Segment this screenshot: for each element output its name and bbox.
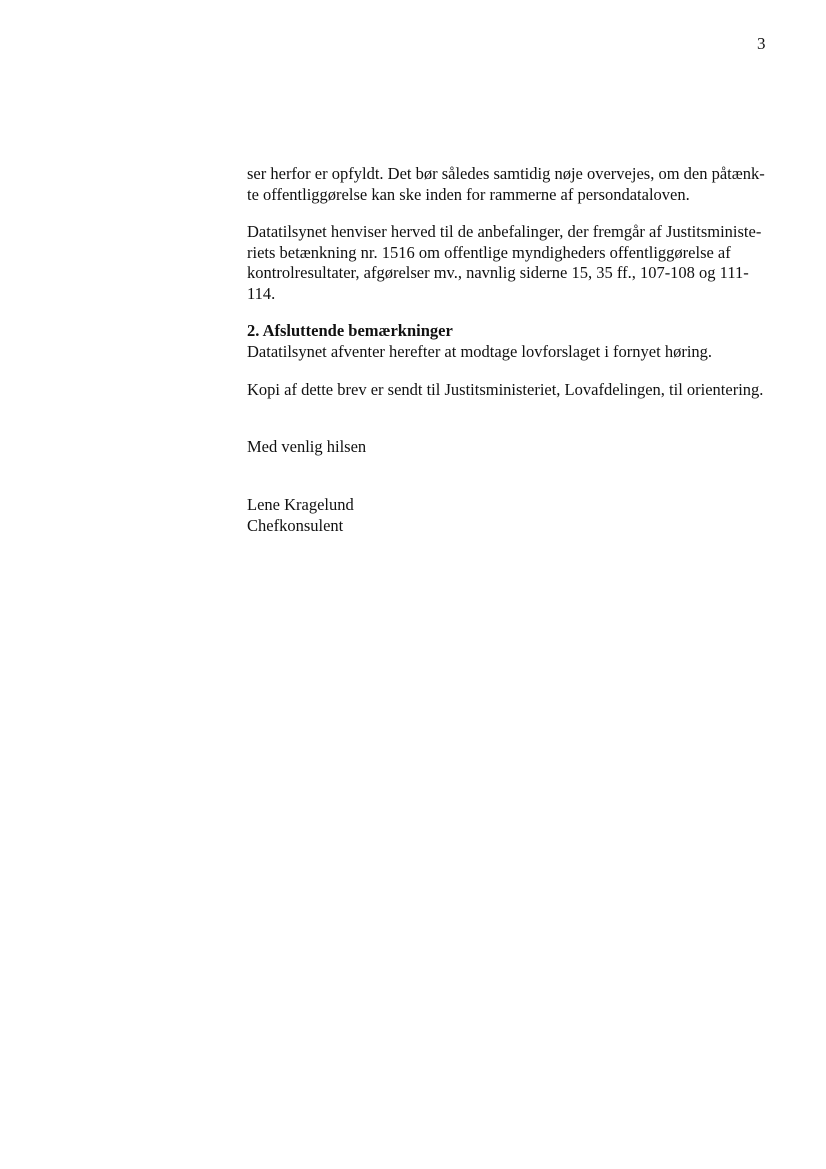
paragraph-line: kontrolresultater, afgørelser mv., navnlig siderne 15, 35 ff., 107-108 og 111- <box>247 263 749 282</box>
closing-text: Med venlig hilsen <box>247 437 367 456</box>
paragraph-purpose-evaluation <box>247 164 787 205</box>
paragraph-line: riets betænkning nr. 1516 om offentlige myndigheders offentliggørelse af <box>247 242 731 262</box>
signatory-title: Chefkonsulent <box>247 515 344 535</box>
paragraph-line: te offentliggørelse kan ske inden for rammerne af persondataloven. <box>247 184 690 204</box>
paragraph-recommendations <box>247 222 787 304</box>
page-number: 3 <box>757 34 766 53</box>
paragraph-line: Datatilsynet henviser herved til de anbefalinger, der fremgår af Justitsministe- <box>247 222 762 241</box>
copy-note-text: Kopi af dette brev er sendt til Justitsministeriet, Lovafdelingen, til orientering. <box>247 380 764 399</box>
section-heading: 2. Afsluttende bemærkninger <box>247 321 453 340</box>
section-text: Datatilsynet afventer herefter at modtage lovforslaget i fornyet høring. <box>247 341 713 361</box>
paragraph-line: ser herfor er opfyldt. Det bør således samtidig nøje overvejes, om den påtænk- <box>247 164 765 183</box>
signature-block <box>247 495 787 536</box>
signatory-name: Lene Kragelund <box>247 495 354 514</box>
paragraph-line: 114. <box>247 283 276 303</box>
copy-note <box>247 380 787 401</box>
section-concluding-remarks <box>247 321 787 362</box>
closing-greeting <box>247 437 787 458</box>
